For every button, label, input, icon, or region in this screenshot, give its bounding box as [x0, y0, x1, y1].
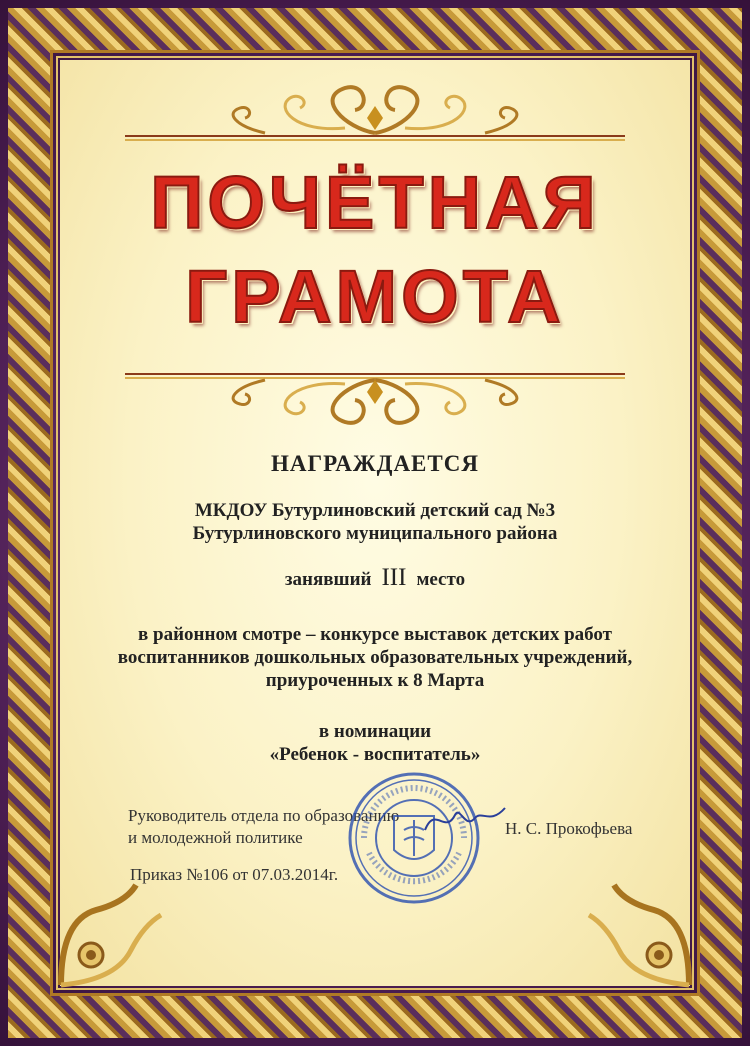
order-reference: Приказ №106 от 07.03.2014г.: [130, 865, 339, 884]
recipient-line1: МКДОУ Бутурлиновский детский сад №3: [194, 500, 556, 521]
competition-line3: приуроченных к 8 Марта: [265, 670, 485, 691]
certificate-title-line2: ГРАМОТА: [185, 255, 565, 338]
certificate-title-line1: ПОЧЁТНАЯ: [150, 161, 600, 244]
awarded-heading: НАГРАЖДАЕТСЯ: [271, 451, 479, 476]
corner-ornament-bottom-right: [584, 880, 694, 990]
place-prefix: занявший: [284, 569, 372, 590]
recipient-line2: Бутурлиновского муниципального района: [192, 523, 558, 544]
competition-line1: в районном смотре – конкурсе выставок детских работ: [138, 624, 612, 645]
signatory-title-line1: Руководитель отдела по образованию: [128, 806, 400, 825]
nomination-line1: в номинации: [318, 721, 432, 742]
signatory-title-line2: и молодежной политике: [128, 828, 303, 847]
flourish-bottom: [115, 362, 635, 432]
corner-ornament-bottom-left: [56, 880, 166, 990]
handwritten-signature: [420, 800, 510, 840]
nomination-line2: «Ребенок - воспитатель»: [269, 744, 481, 765]
signatory-name: Н. С. Прокофьева: [505, 819, 633, 838]
flourish-top: [115, 78, 635, 148]
place-number: III: [381, 564, 407, 591]
place-line: [60, 566, 690, 592]
place-suffix: место: [416, 569, 466, 590]
competition-line2: воспитанников дошкольных образовательных учреждений,: [117, 647, 633, 668]
